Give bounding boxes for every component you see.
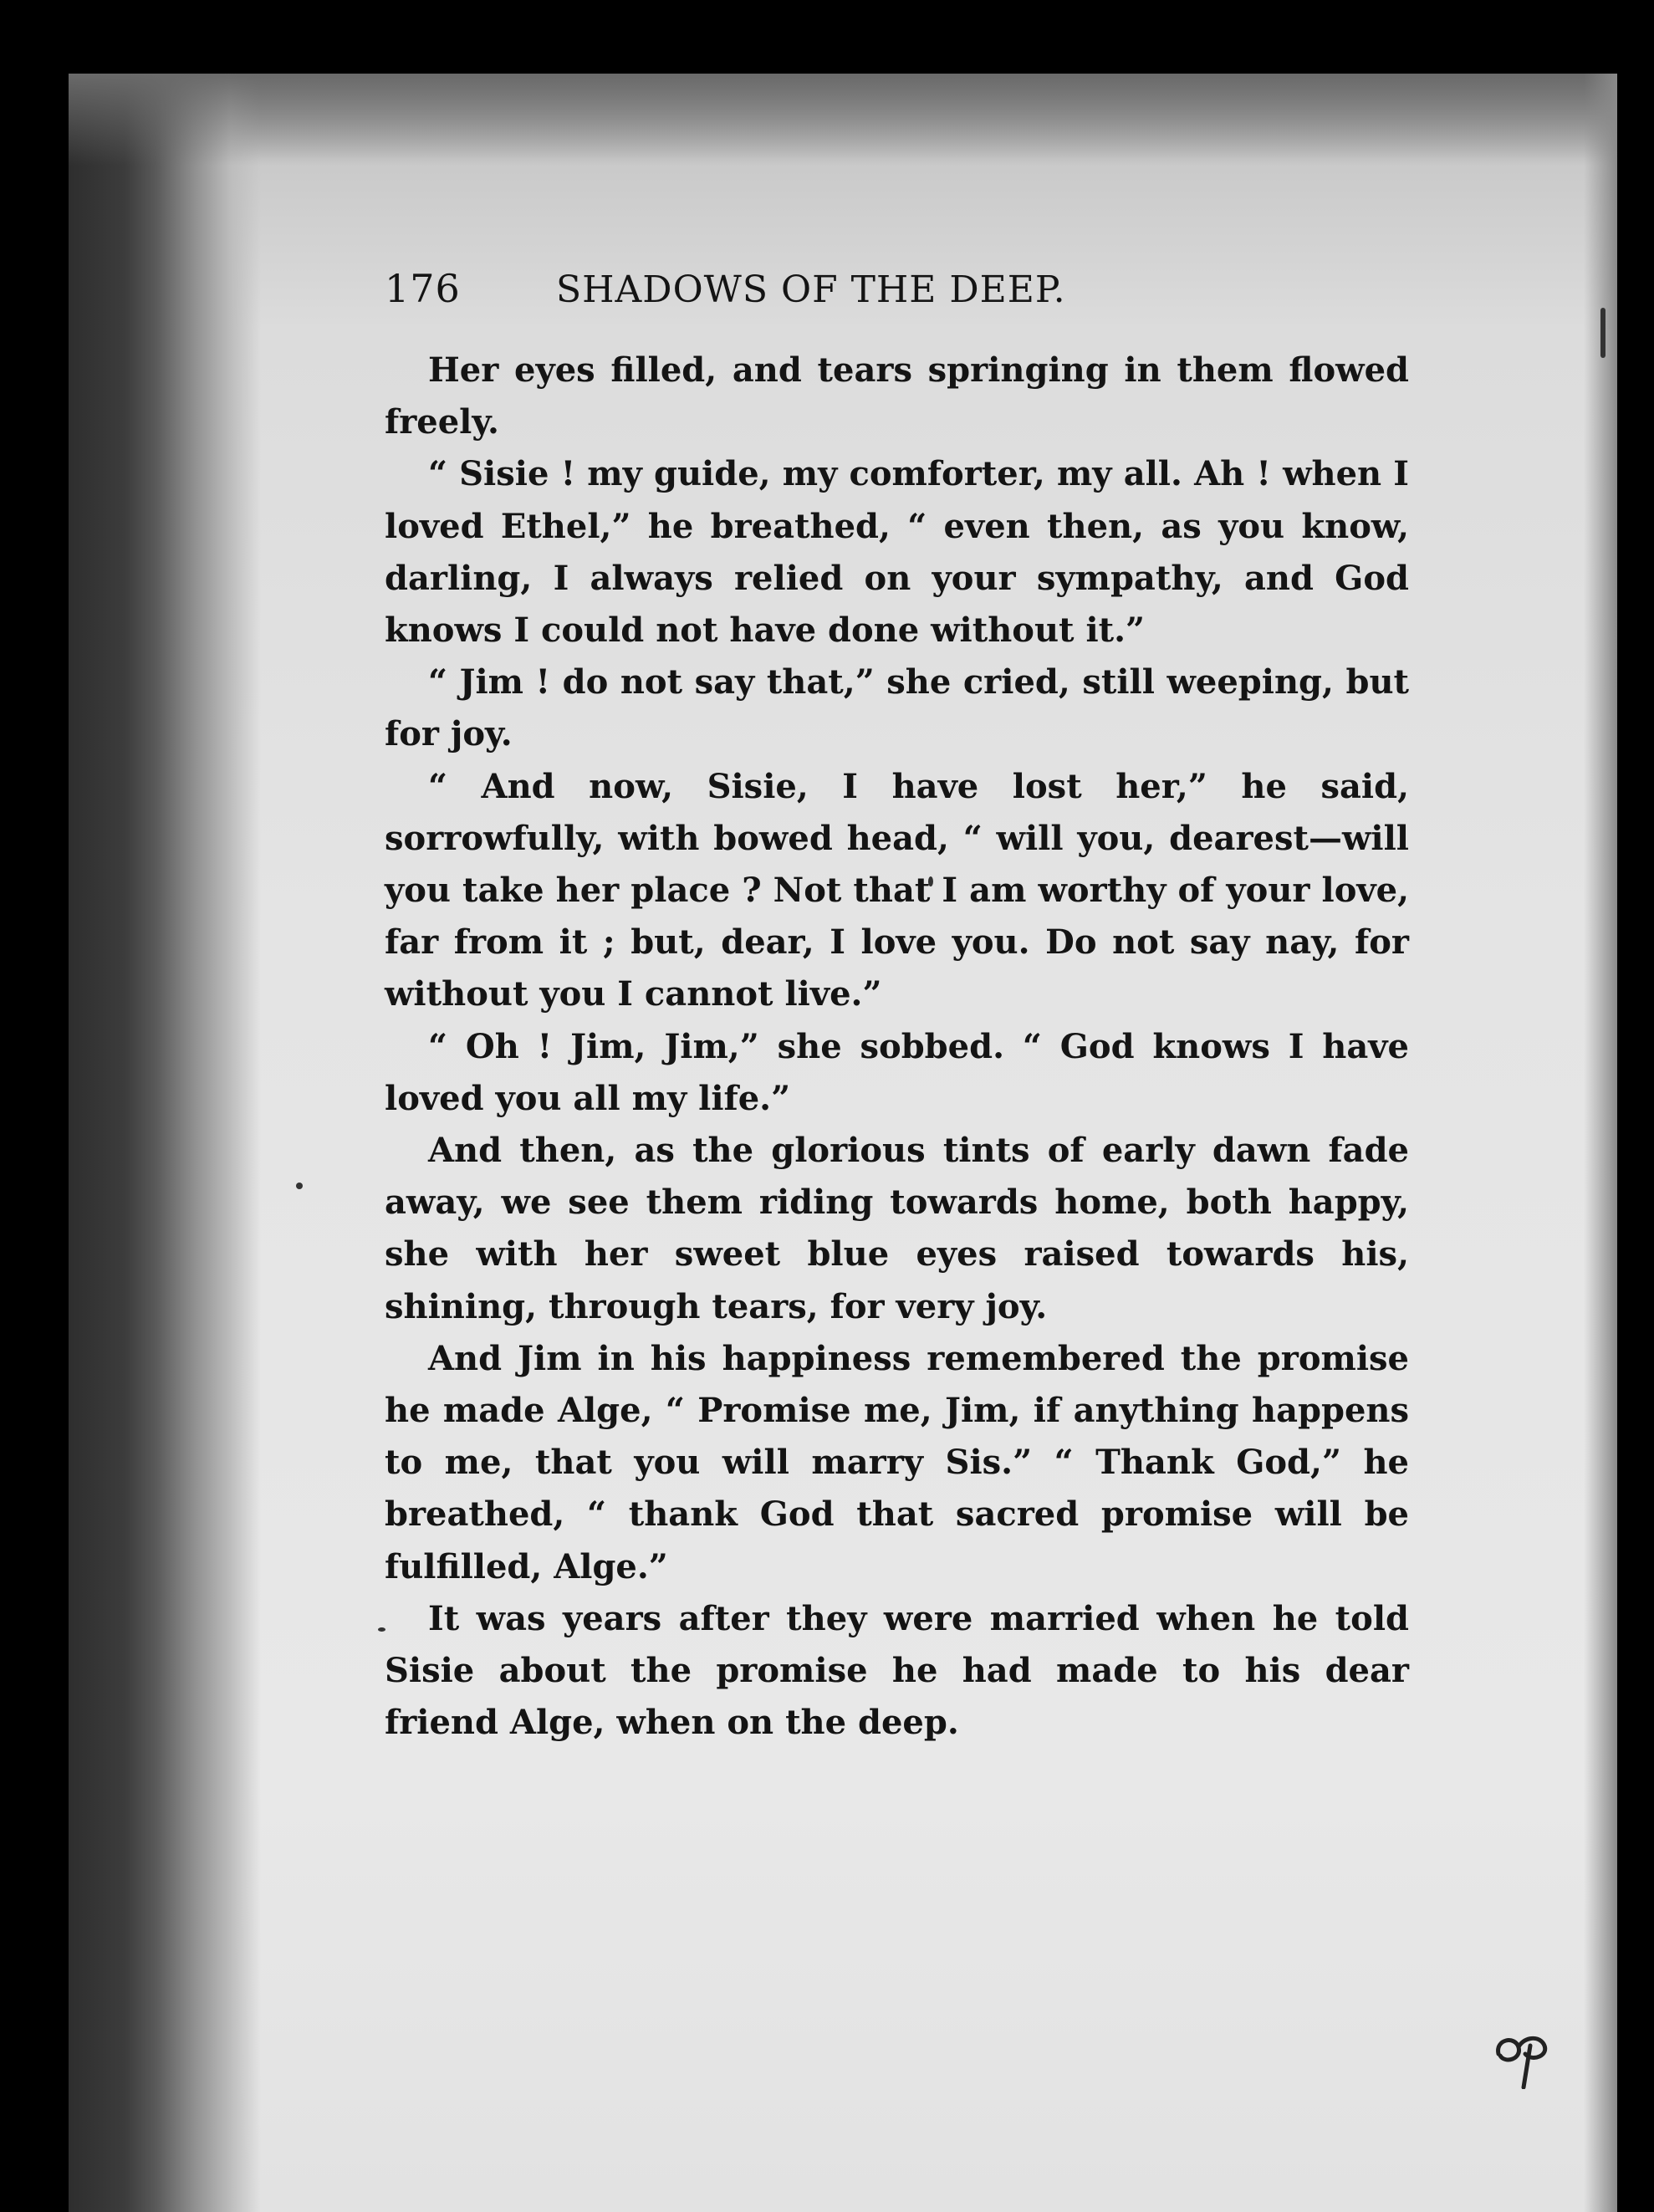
page-number: 176	[385, 266, 461, 311]
paragraph: It was years after they were married when he told Sisie about the promise he had made to his dear friend Alge, when on the deep.	[385, 1598, 1409, 1743]
book-gutter-shadow	[69, 74, 194, 2212]
page-text	[385, 266, 1409, 1749]
top-edge-shadow	[69, 74, 1617, 166]
paragraph: And Jim in his happiness remembered the promise he made Alge, “ Promise me, Jim, if anything happens to me, that you will marry Sis.” “ Thank God,” he breathed, “ thank God that sacred promise will be fulfilled, Alge.”	[385, 1338, 1409, 1586]
gutter-fade	[194, 74, 261, 2212]
paragraph: And then, as the glorious tints of early dawn fade away, we see them riding towards home, both happy, she with her sweet blue eyes raised towards his, shining, through tears, for very joy.	[385, 1131, 1409, 1326]
paragraph: “ Jim ! do not say that,” she cried, still weeping, but for joy.	[385, 662, 1409, 754]
paragraph: “ Sisie ! my guide, my comforter, my all. Ah ! when I loved Ethel,” he breathed, “ even then, as you know, darling, I always relied on your sympathy, and God knows I could not have done without it.”	[385, 454, 1409, 651]
paragraph: “ Oh ! Jim, Jim,” she sobbed. “ God knows I have loved you all my life.”	[385, 1026, 1409, 1118]
paragraph: “ And now, Sisie, I have lost her,” he said, sorrowfully, with bowed head, “ will you, dearest—will you take her place ? Not that I am worthy of your love, far from it ; but, dear, I love you. Do not say nay, for without you I cannot live.”	[385, 766, 1409, 1014]
edge-mark	[1600, 308, 1606, 358]
running-title: SHADOWS OF THE DEEP.	[556, 268, 1066, 311]
running-header	[385, 266, 1409, 319]
handwritten-folio-mark	[1490, 2022, 1565, 2089]
ink-speck	[296, 1183, 303, 1189]
paragraph: Her eyes filled, and tears springing in them flowed freely.	[385, 350, 1409, 442]
right-edge-shadow	[1584, 74, 1617, 2212]
